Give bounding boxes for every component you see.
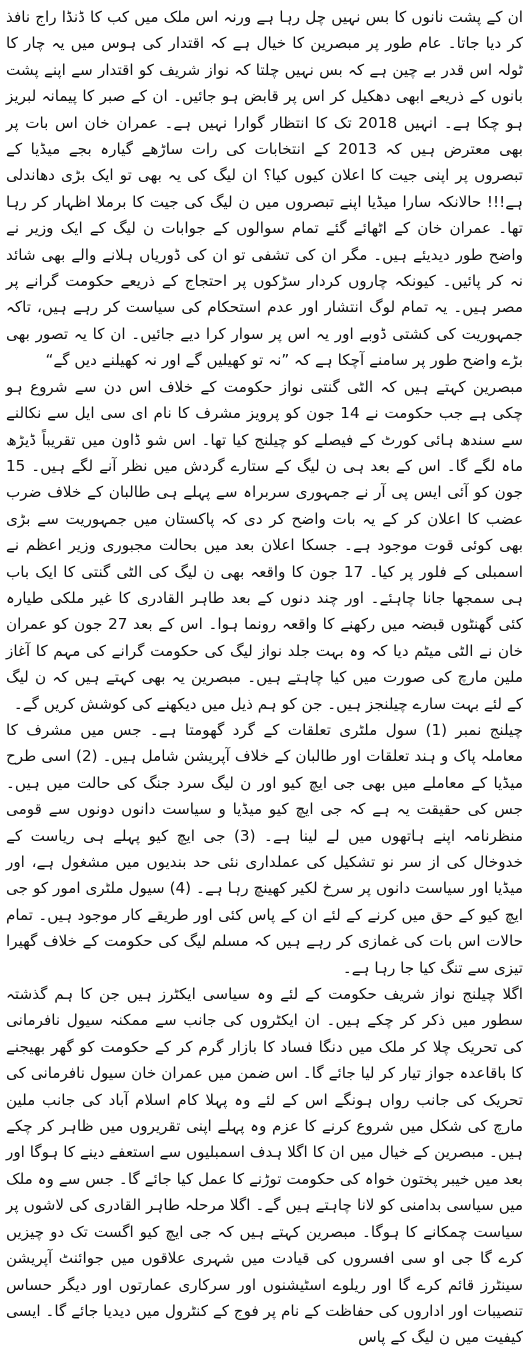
article-paragraph-3: چیلنج نمبر (1) سول ملٹری تعلقات کے گرد گھومتا ہے۔ جس میں مشرف کا معاملہ پاک و ہند تعلقات اور طالبان کے خلاف آپریشن شامل ہیں۔ (2) اسی طرح میڈیا کے معاملے میں بھی جی ایچ کیو اور ن لیگ سرد جنگ کی حالت میں ہیں۔ جس کی حقیقت یہ ہے کہ جی ایچ کیو میڈیا و سیاست دانوں دونوں سے قومی منظرنامہ اپنے ہاتھوں میں لے لینا ہے۔ (3) جی ایچ کیو پہلے ہی ریاست کے خدوخال کی از سر نو تشکیل کی عملداری نئی حد بندیوں میں مشغول ہے، اور میڈیا اور سیاست دانوں پر سرخ لکیر کھینچ رہا ہے۔ (4) سیول ملٹری امور کو جی ایچ کیو کے حق میں کرنے کے لئے ان کے پاس کئی اور طریقے کار موجود ہیں۔ تمام حالات اس بات کی غمازی کر رہے ہیں کہ مسلم لیگ کی حکومت کے خلاف گھیرا تیزی سے تنگ کیا جا رہا ہے۔ bbox=[1, 720, 524, 977]
article-paragraph-1: ان کے پشت نانوں کا بس نہیں چل رہا ہے ورنہ اس ملک میں کب کا ڈنڈا راج نافذ کر دیا جاتا۔ عام طور پر مبصرین کا خیال ہے کہ اقتدار کی ہوس میں یہ چار کا ٹولہ اس قدر بے چین ہے کہ بس نہیں چلتا کہ نواز شریف کو اقتدار سے اپنے پشت بانوں کے ذریعے ابھی دھکیل کر اس پر قابض ہو جائیں۔ ان کے صبر کا پیمانہ لبریز ہو چکا ہے۔ انہیں 2018 تک کا انتظار گوارا نہیں ہے۔ عمران خان اس بات پر بھی معترض ہیں کہ 2013 کے انتخابات کی رات ساڑھے گیارہ بجے میڈیا کے تبصروں پر اپنی جیت کا اعلان کیوں کیا؟ ان لیگ کی یہ بھی تو ایک بڑی دھاندلی ہے!!! حالانکہ سارا میڈیا اپنے تبصروں میں ن لیگ کی جیت کا برملا اظہار کر رہا تھا۔ عمران خان کے اٹھائے گئے تمام سوالوں کے جوابات ن لیگ کے ایک وزیر نے واضح طور دیدیئے ہیں۔ مگر ان کی تشفی تو ان کی ڈوریاں ہلانے والے بھی شائد نہ کر پائیں۔ کیونکہ چاروں کردار سڑکوں پر احتجاج کے ذریعے حکومت گرانے پر مصر ہیں۔ یہ تمام لوگ انتشار اور عدم استحکام کی سیاست کر رہے ہیں، تاکہ جمہوریت کی کشتی ڈوبے اور یہ اس پر سوار کرا دیے جائیں۔ ان کا یہ تصور بھی بڑے واضح طور پر سامنے آچکا ہے کہ ”نہ تو کھیلیں گے اور نہ کھیلنے دیں گے“ bbox=[1, 8, 523, 370]
article-paragraph-4: اگلا چیلنج نواز شریف حکومت کے لئے وہ سیاسی ایکٹرز ہیں جن کا ہم گذشتہ سطور میں ذکر کر چکے ہیں۔ ان ایکٹروں کی جانب سے ممکنہ سیول نافرمانی کی تحریک چلا کر ملک میں دنگا فساد کا بازار گرم کر کے حکومت کو گھر بھیجنے کا باقاعدہ جواز تیار کر لیا جائے گا۔ اس ضمن میں عمران خان سیول نافرمانی کی تحریک کی جانب رواں ہونگے اس کے لئے وہ پہلا کام اسلام آباد کی جانب ملین مارچ کی شکل میں شروع کرنے کا عزم وہ پہلے اپنی تقریروں میں ظاہر کر چکے ہیں۔ مبصرین کے خیال میں ان کا اگلا ہدف اسمبلیوں سے استعفے دینے کا ہوگا اور بعد میں خیبر پختون خواہ کی حکومت توڑنے کا عمل کیا جائے گا۔ جس سے وہ ملک میں سیاسی بدامنی کو لانا چاہتے ہیں گے۔ اگلا مرحلہ طاہر القادری کی لاشوں پر سیاست چمکانے کا ہوگا۔ مبصرین کہتے ہیں کہ جی ایچ کیو اگست تک دو چیزیں کرے گا جی او سی افسروں کی قیادت میں شہری علاقوں میں جوائنٹ آپریشن سینٹرز قائم کرے گا اور ریلوے اسٹیشنوں اور سرکاری عمارتوں اور دیگر حساس تنصیبات اور اداروں کی حفاظت کے نام پر فوج کے کنٹرول میں دیدیا جائے گا۔ ایسی کیفیت میں ن لیگ کے پاس bbox=[1, 985, 523, 1347]
article-paragraph-2: مبصرین کہتے ہیں کہ الٹی گنتی نواز حکومت کے خلاف اس دن سے شروع ہو چکی ہے جب حکومت نے 14 جون کو پرویز مشرف کا نام ای سی ایل سے نکالنے سے سندھ ہائی کورٹ کے فیصلے کو چیلنج کیا تھا۔ اس شو ڈاون میں تقریباً ڈیڑھ ماہ لگے گا۔ اس کے بعد ہی ن لیگ کے ستارے گردش میں نظر آنے لگے ہیں۔ 15 جون کو آئی ایس پی آر نے جمہوری سربراہ سے پہلے ہی طالبان کے خلاف ضرب عضب کا اعلان کر کے یہ بات واضح کر دی کہ پاکستان میں جمہوریت سے بڑی بھی کوئی قوت موجود ہے۔ جسکا اعلان بعد میں بحالت مجبوری وزیر اعظم نے اسمبلی کے فلور پر کیا۔ 17 جون کا واقعہ بھی ن لیگ کی الٹی گنتی کا ایک باب ہی سمجھا جانا چاہئے۔ اور چند دنوں کے بعد طاہر القادری کا غیر ملکی طیارہ کئی گھنٹوں قبضہ میں رکھنے کا واقعہ رونما ہوا۔ اس کے بعد 27 جون کو عمران خان نے الٹی میٹم دیا کہ وہ بہت جلد نواز لیگ کی حکومت گرانے کی مہم کا آغاز ملین مارچ کی صورت میں کیا چاہتے ہیں۔ مبصرین یہ بھی کہتے ہیں کہ ن لیگ کے لئے بہت سارے چیلنجز ہیں۔ جن کو ہم ذیل میں دیکھنے کی کوشش کریں گے۔ bbox=[1, 377, 523, 713]
